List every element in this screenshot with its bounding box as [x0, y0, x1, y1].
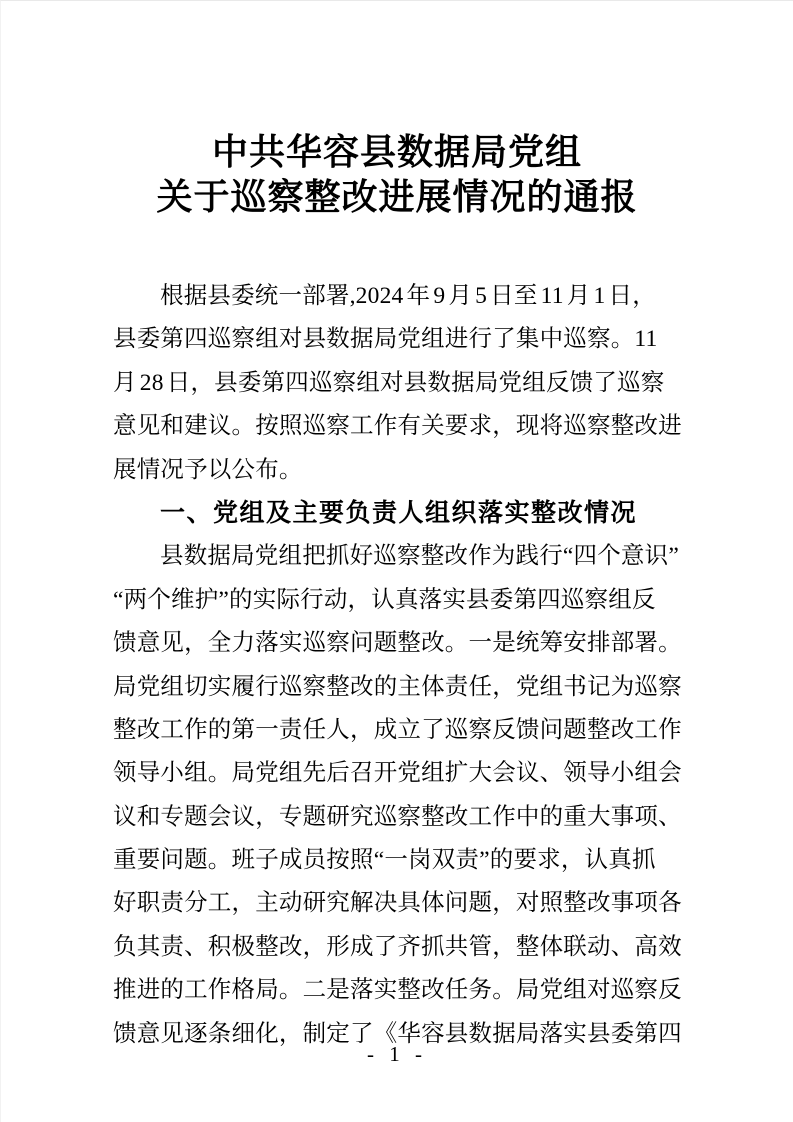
paragraph-2-line: 馈意见逐条细化，制定了《华容县数据局落实县委第四 [113, 1020, 682, 1047]
paragraph-2-line: 领导小组。局党组先后召开党组扩大会议、领导小组会 [113, 760, 682, 787]
page-number: - 1 - [367, 1042, 427, 1066]
paragraph-2-line: 整改工作的第一责任人，成立了巡察反馈问题整改工作 [113, 716, 682, 743]
document-title [1, 130, 793, 220]
paragraph-2-line: 局党组切实履行巡察整改的主体责任，党组书记为巡察 [113, 673, 682, 700]
paragraph-1-line: 展情况予以公布。 [113, 456, 303, 483]
document-body [113, 275, 683, 1056]
paragraph-2-line: 议和专题会议，专题研究巡察整改工作中的重大事项、 [113, 803, 682, 830]
paragraph-2-line: 负其责、积极整改，形成了齐抓共管，整体联动、高效 [113, 933, 682, 960]
paragraph-2-line: 馈意见，全力落实巡察问题整改。一是统筹安排部署。 [113, 630, 682, 657]
paragraph-1-line: 县委第四巡察组对县数据局党组进行了集中巡察。11 [113, 326, 658, 353]
paragraph-1-line: 月 28 日，县委第四巡察组对县数据局党组反馈了巡察 [113, 369, 665, 396]
paragraph-1-line: 根据县委统一部署,2024 年 9 月 5 日至 11 月 1 日， [160, 283, 656, 309]
paragraph-2-line: 推进的工作格局。二是落实整改任务。局党组对巡察反 [113, 977, 682, 1004]
document-title-line-1: 中共华容县数据局党组 [211, 132, 582, 172]
paragraph-2-line: 重要问题。班子成员按照“一岗双责”的要求，认真抓 [113, 847, 656, 874]
paragraph-2-line: “两个维护”的实际行动，认真落实县委第四巡察组反 [113, 586, 656, 613]
section-1-heading: 一、党组及主要负责人组织落实整改情况 [160, 498, 638, 527]
paragraph-1-line: 意见和建议。按照巡察工作有关要求，现将巡察整改进 [113, 413, 682, 440]
paragraph-2-line: 县数据局党组把抓好巡察整改作为践行“四个意识” [160, 543, 679, 570]
paragraph-2-line: 好职责分工，主动研究解决具体问题，对照整改事项各 [113, 890, 682, 917]
document-title-line-2: 关于巡察整改进展情况的通报 [156, 177, 638, 217]
